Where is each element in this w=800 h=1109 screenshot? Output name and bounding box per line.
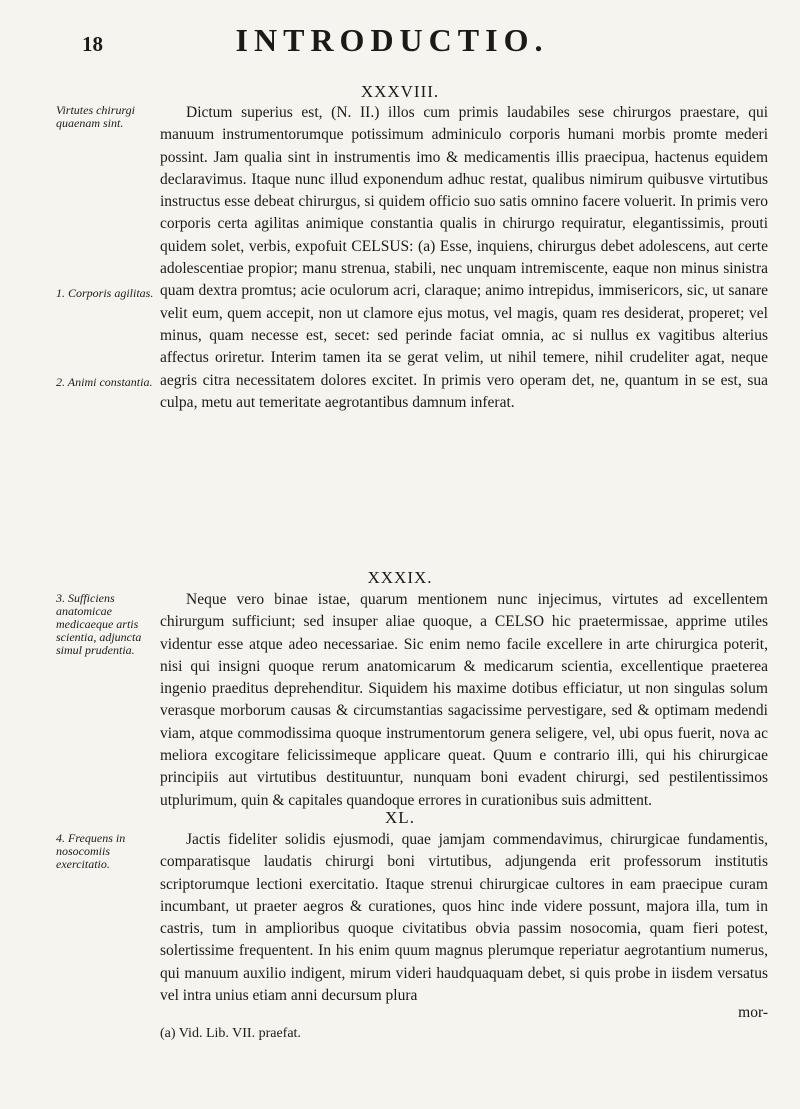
margin-note-exercitatio: 4. Frequens in nosocomiis exercitatio. — [56, 831, 126, 871]
page-number: 18 — [82, 32, 103, 56]
section-body-39 — [160, 589, 768, 812]
paragraph: Neque vero binae istae, quarum mentionem nunc injecimus, virtutes ad excellentem chirurgum sufficiunt; sed insuper aliae quoque, a CELSO hic praetermissae, apprime utiles videntur esse atque adeo necessariae. Sic enim nemo facile excellere in arte chirurgica poterit, nisi qui insigni quoque rerum anatomicarum & medicarum scientia, excellentique praeterea ingenio praeditus deprehenditur. Siquidem his maxime dotibus efficiatur, ut non singulas solum verasque morborum causas & circumstantias sagacissime pervestigare, sed & optimam medendi viam, atque commodissima quoque instrumentorum genera seligere, vel, ubi opus fuerit, nova ac meliora excogitare felicissimeque applicare queat. Quum e contrario illi, qui his chirurgicae principiis aut virtutibus destituuntur, nunquam boni evadent chirurgi, sed pestilentissimos utplurimum, quin & capitales quandoque errores in curationibus suis admittent. — [160, 591, 768, 809]
catchword: mor- — [738, 1004, 768, 1021]
paragraph: Dictum superius est, (N. II.) illos cum primis laudabiles sese chirurgos praestare, qui manuum instrumentorumque potissimum adminiculo corporis humani morbis promte mederi possint. Jam qualia sint in instrumentis imo & medicamentis illis praecipua, hactenus equidem declaravimus. Itaque nunc illud exponendum adhuc restat, qualibus nimirum quibusve virtutibus instructus esse debeat chirurgus, si quidem officio suo satis omnino facere voluerit. In primis vero corporis certa agilitas animique constantia qualis in chirurgo requiratur, elegantissimis, prouti quidem solet, verbis, expofuit CELSUS: (a) Esse, inquiens, chirurgus debet adolescens, aut certe adolescentiae propior; manu strenua, stabili, nec unquam intremiscente, eaque non minus sinistra quam dextra promtus; acie oculorum acri, claraque; animo intrepidus, immisericors, sic, ut sanare velit eum, quem accepit, non ut clamore ejus motus, vel magis, quam res desiderat, properet; vel minus, quam necesse est, secet: sed perinde faciat omnia, ac si nullus ex vagitibus alterius affectus oriretur. Interim tamen ita se gerat velim, ut nihil temere, nihil crudeliter agat, neque aegris citra necessitatem dolores excitet. In primis vero operam det, ne, quantum in se est, sua culpa, metu aut temeritate aegrotantibus damnum inferat. — [160, 104, 768, 411]
section-body-40 — [160, 829, 768, 1007]
margin-note-constantia: 2. Animi constantia. — [56, 375, 153, 389]
page-header — [0, 22, 800, 62]
margin-note-agilitas: 1. Corporis agilitas. — [56, 286, 154, 300]
margin-note-scientia: 3. Sufficiens anatomicae medicaeque artis scientia, adjuncta simul prudentia. — [56, 591, 142, 657]
footnote: (a) Vid. Lib. VII. praefat. — [160, 1026, 301, 1041]
section-body-38 — [160, 102, 768, 414]
paragraph: Jactis fideliter solidis ejusmodi, quae jamjam commendavimus, chirurgicae fundamentis, comparatisque laudatis chirurgi boni virtutibus, adjungenda erit professorum institutis scriptorumque lectioni exercitatio. Itaque strenui chirurgicae cultores in eam praecipue curam incumbant, ut praeter aegros & curationes, quos hinc inde videre possunt, majora illa, tum in castris, tum in amplioribus quoque civitatibus obvia passim nosocomia, quam fieri potest, solertissime frequentent. In his enim quum magnus plerumque reperiatur aegrotantium numerus, qui manuum auxilio indigent, mirum videri haudquaquam debet, si quis probe in iisdem versatus vel intra unius etiam anni decursum plura — [160, 831, 768, 1005]
section-heading-40: XL. — [385, 808, 415, 827]
margin-note-virtutes: Virtutes chirurgi quaenam sint. — [56, 103, 135, 130]
section-heading-38: XXXVIII. — [360, 82, 440, 101]
section-heading-39: XXXIX. — [367, 568, 433, 587]
running-title: INTRODUCTIO. — [235, 22, 549, 58]
